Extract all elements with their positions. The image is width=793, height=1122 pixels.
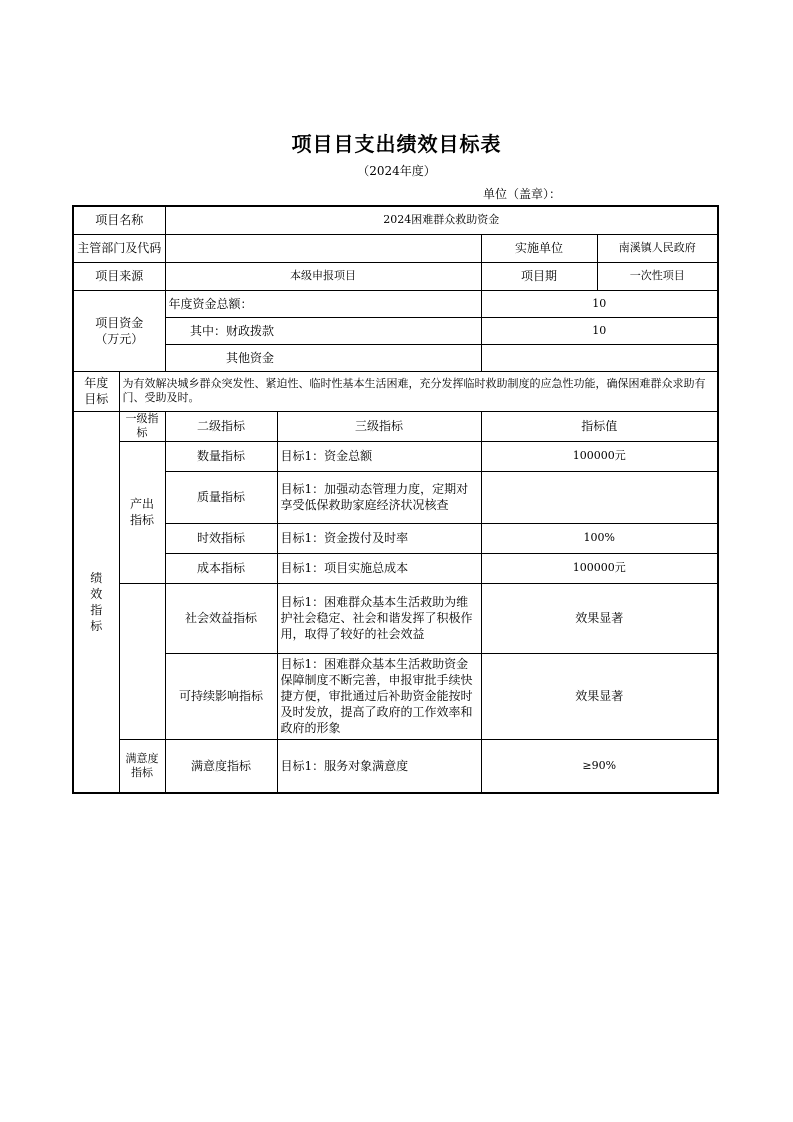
indicator-value: 效果显著	[481, 583, 718, 653]
indicator-value: 100000元	[481, 553, 718, 583]
annual-goal-label: 年度目标	[73, 371, 119, 411]
project-name-value: 2024困难群众救助资金	[165, 206, 718, 234]
output-indicator-label: 产出指标	[119, 441, 165, 583]
indicator-value	[481, 471, 718, 523]
indicators-group-label: 绩效指标	[73, 411, 119, 793]
source-label: 项目来源	[73, 262, 165, 290]
dept-label: 主管部门及代码	[73, 234, 165, 262]
value-header: 指标值	[481, 411, 718, 441]
indicator-level2: 成本指标	[165, 553, 277, 583]
level3-header: 三级指标	[277, 411, 481, 441]
fiscal-value: 10	[481, 317, 718, 344]
indicator-level3: 目标1：加强动态管理力度，定期对享受低保救助家庭经济状况核查	[277, 471, 481, 523]
indicator-level3: 目标1：困难群众基本生活救助资金保障制度不断完善，申报审批手续快捷方便，审批通过后补助资金能按时及时发放，提高了政府的工作效率和政府的形象	[277, 653, 481, 739]
impl-unit-value: 南溪镇人民政府	[597, 234, 718, 262]
indicator-level3: 目标1：资金拨付及时率	[277, 523, 481, 553]
indicator-level3: 目标1：资金总额	[277, 441, 481, 471]
indicator-level2: 数量指标	[165, 441, 277, 471]
annual-goal-value: 为有效解决城乡群众突发性、紧迫性、临时性基本生活困难，充分发挥临时救助制度的应急性功能，确保困难群众求助有门、受助及时。	[119, 371, 718, 411]
dept-value	[165, 234, 481, 262]
benefit-indicator-label	[119, 583, 165, 739]
fiscal-label: 其中：财政拨款	[165, 317, 277, 344]
indicator-level3: 目标1：服务对象满意度	[277, 739, 481, 793]
indicator-level3: 目标1：困难群众基本生活救助为维护社会稳定、社会和谐发挥了积极作用，取得了较好的社会效益	[277, 583, 481, 653]
satisfaction-indicator-label: 满意度指标	[119, 739, 165, 793]
indicator-level2: 时效指标	[165, 523, 277, 553]
impl-unit-label: 实施单位	[481, 234, 597, 262]
period-label: 项目期	[481, 262, 597, 290]
source-value: 本级申报项目	[165, 262, 481, 290]
indicator-level2: 可持续影响指标	[165, 653, 277, 739]
indicator-value: 效果显著	[481, 653, 718, 739]
funds-label: 项目资金 （万元）	[73, 290, 165, 371]
annual-total-label: 年度资金总额：	[165, 290, 277, 317]
indicator-level2: 质量指标	[165, 471, 277, 523]
performance-target-table	[72, 205, 719, 794]
annual-total-value: 10	[481, 290, 718, 317]
indicator-value: 100%	[481, 523, 718, 553]
project-name-label: 项目名称	[73, 206, 165, 234]
level2-header: 二级指标	[165, 411, 277, 441]
page-title: 项目目支出绩效目标表	[291, 132, 502, 156]
indicator-level2: 满意度指标	[165, 739, 277, 793]
indicator-value: 100000元	[481, 441, 718, 471]
indicator-level3: 目标1：项目实施总成本	[277, 553, 481, 583]
unit-stamp-label: 单位（盖章）：	[483, 187, 562, 201]
level1-header: 一级指标	[119, 411, 165, 441]
period-value: 一次性项目	[597, 262, 718, 290]
year-subtitle: （2024年度）	[357, 164, 436, 178]
other-funds-label: 其他资金	[165, 344, 277, 371]
other-funds-value	[481, 344, 718, 371]
indicator-level2: 社会效益指标	[165, 583, 277, 653]
indicator-value: ≥90%	[481, 739, 718, 793]
